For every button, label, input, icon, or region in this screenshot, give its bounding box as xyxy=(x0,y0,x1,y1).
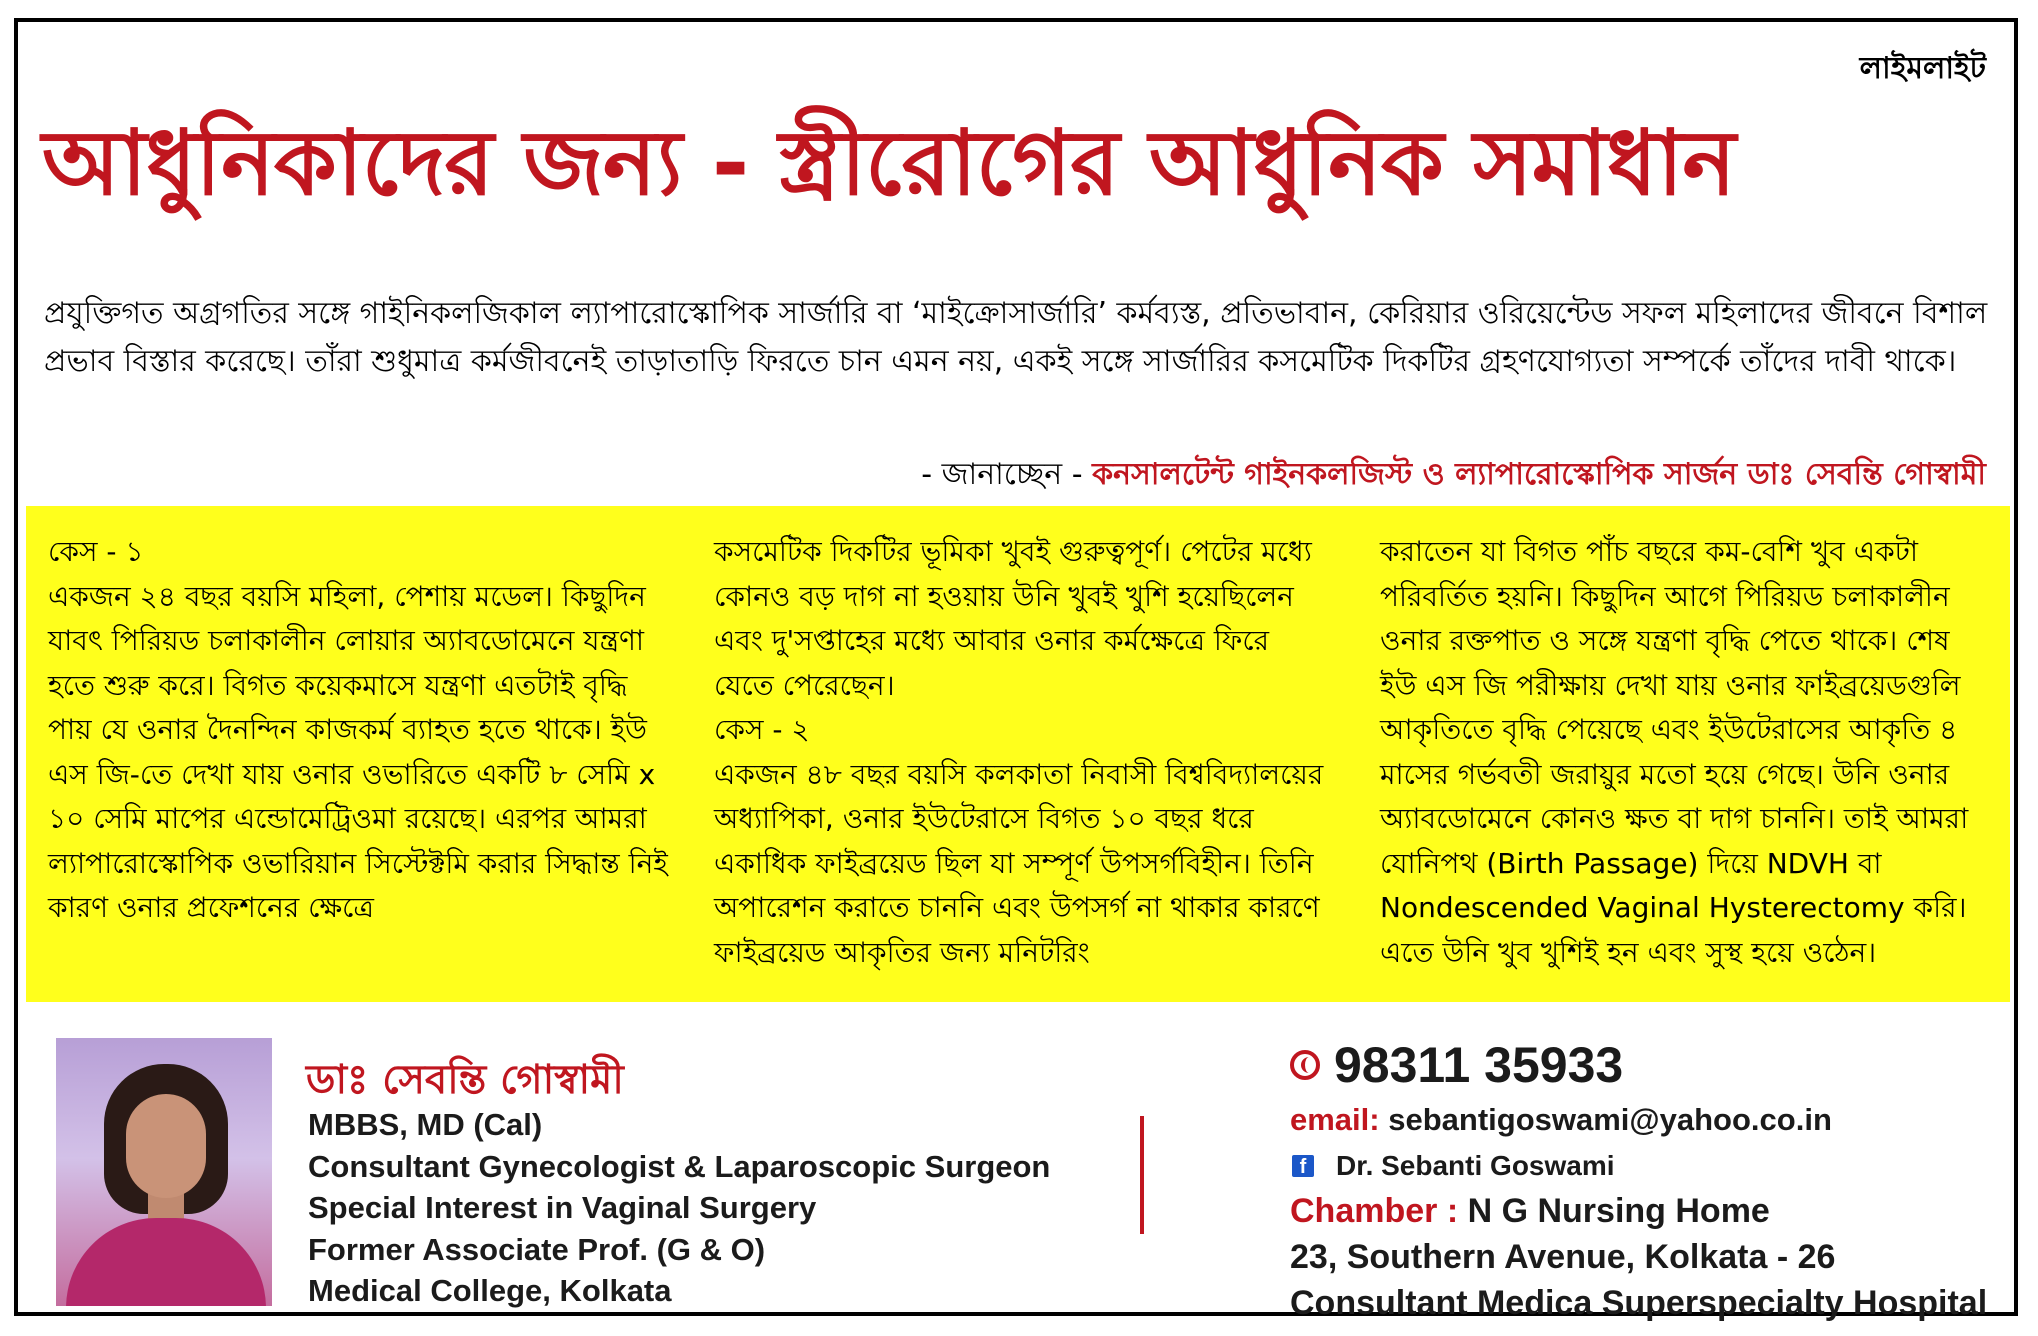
case-column-2 xyxy=(714,530,1334,975)
qualification-line: Special Interest in Vaginal Surgery xyxy=(308,1190,817,1225)
facebook-icon: f xyxy=(1292,1155,1314,1177)
doctor-name: ডাঃ সেবন্তি গোস্বামী xyxy=(306,1057,624,1103)
byline-credit: কনসালটেন্ট গাইনকলজিস্ট ও ল্যাপারোস্কোপিক সার্জন ডাঃ সেবন্তি গোস্বামী xyxy=(1092,457,1986,492)
phone-line xyxy=(1290,1034,2030,1096)
phone-icon xyxy=(1290,1050,1320,1080)
chamber-name: N G Nursing Home xyxy=(1467,1192,1770,1230)
case-2-continued-text: করাতেন যা বিগত পাঁচ বছরে কম-বেশি খুব একটা পরিবর্তিত হয়নি। কিছুদিন আগে পিরিয়ড চলাকালীন ওনার রক্তপাত ও সঙ্গে যন্ত্রণা বৃদ্ধি পেতে থাকে। শেষ ইউ এস জি পরীক্ষায় দেখা যায় ওনার ফাইব্রয়েডগুলি আকৃতিতে বৃদ্ধি পেয়েছে এবং ইউটেরাসের আকৃতি ৪ মাসের গর্ভবতী জরায়ুর মতো হয়ে গেছে। উনি ওনার অ্যাবডোমেনে কোনও ক্ষত বা দাগ চাননি। তাই আমরা যোনিপথ (Birth Passage) দিয়ে NDVH বা Nondescended Vaginal Hysterectomy করি। এতে উনি খুব খুশিই হন এবং সুস্থ হয়ে ওঠেন। xyxy=(1380,535,1969,969)
chamber-line xyxy=(1290,1188,2030,1234)
facebook-name[interactable]: Dr. Sebanti Goswami xyxy=(1336,1150,1615,1181)
email-line xyxy=(1290,1096,2030,1144)
email-label: email: xyxy=(1290,1102,1380,1137)
email-address[interactable]: sebantigoswami@yahoo.co.in xyxy=(1388,1102,1832,1137)
qualification-line: Former Associate Prof. (G & O) xyxy=(308,1231,766,1267)
intro-paragraph: প্রযুক্তিগত অগ্রগতির সঙ্গে গাইনিকলজিকাল ল্যাপারোস্কোপিক সার্জারি বা ‘মাইক্রোসার্জারি’ কর্মব্যস্ত, প্রতিভাবান, কেরিয়ার ওরিয়েন্টেড সফল মহিলাদের জীবনে বিশাল প্রভাব বিস্তার করেছে। তাঁরা শুধুমাত্র কর্মজীবনেই তাড়াতাড়ি ফিরতে চান এমন নয়, একই সঙ্গে সার্জারির কসমেটিক দিকটির গ্রহণযোগ্যতা সম্পর্কে তাঁদের দাবী থাকে। xyxy=(44,296,1988,379)
byline xyxy=(921,450,1986,501)
headline: আধুনিকাদের জন্য - স্ত্রীরোগের আধুনিক সমাধান xyxy=(42,111,1735,216)
chamber-label: Chamber : xyxy=(1290,1192,1459,1230)
byline-prefix: - জানাচ্ছেন - xyxy=(921,457,1083,492)
qualification-line: Consultant Gynecologist & Laparoscopic Surgeon xyxy=(308,1148,1051,1184)
section-tag: লাইমলাইট xyxy=(1859,51,1986,86)
qualification-line: Medical College, Kolkata xyxy=(308,1273,672,1308)
case-1-text: একজন ২৪ বছর বয়সি মহিলা, পেশায় মডেল। কিছুদিন যাবৎ পিরিয়ড চলাকালীন লোয়ার অ্যাবডোমেনে যন্ত্রণা হতে শুরু করে। বিগত কয়েকমাসে যন্ত্রণা এতটাই বৃদ্ধি পায় যে ওনার দৈনন্দিন কাজকর্ম ব্যাহত হতে থাকে। ইউ এস জি-তে দেখা যায় ওনার ওভারিতে একটি ৮ সেমি x ১০ সেমি মাপের এন্ডোমেট্রিওমা রয়েছে। এরপর আমরা ল্যাপারোস্কোপিক ওভারিয়ান সিস্টেক্টমি করার সিদ্ধান্ত নিই কারণ ওনার প্রফেশনের ক্ষেত্রে xyxy=(48,579,668,924)
doctor-qualifications xyxy=(308,1104,1050,1312)
address-line-2: Consultant Medica Superspecialty Hospital xyxy=(1290,1284,1988,1322)
qualification-line: MBBS, MD (Cal) xyxy=(308,1107,543,1142)
facebook-line xyxy=(1290,1144,2030,1188)
case-studies-box xyxy=(26,506,2010,1002)
case-1-heading: কেস - ১ xyxy=(48,535,144,568)
case-2-text: একজন ৪৮ বছর বয়সি কলকাতা নিবাসী বিশ্ববিদ্যালয়ের অধ্যাপিকা, ওনার ইউটেরাসে বিগত ১০ বছর ধরে একাধিক ফাইব্রয়েড ছিল যা সম্পূর্ণ উপসর্গবিহীন। তিনি অপারেশন করাতে চাননি এবং উপসর্গ না থাকার কারণে ফাইব্রয়েড আকৃতির জন্য মনিটরিং xyxy=(714,757,1324,969)
address-line-1: 23, Southern Avenue, Kolkata - 26 xyxy=(1290,1238,1836,1276)
case-column-3 xyxy=(1380,530,1994,975)
phone-number[interactable]: 98311 35933 xyxy=(1334,1037,1624,1093)
doctor-photo xyxy=(56,1038,272,1306)
case-1-continued-text: কসমেটিক দিকটির ভূমিকা খুবই গুরুত্বপূর্ণ। পেটের মধ্যে কোনও বড় দাগ না হওয়ায় উনি খুবই খুশি হয়েছিলেন এবং দু'সপ্তাহের মধ্যে আবার ওনার কর্মক্ষেত্রে ফিরে যেতে পেরেছেন। xyxy=(714,535,1312,702)
vertical-divider xyxy=(1140,1116,1144,1234)
advertisement-frame xyxy=(14,18,2018,1322)
contact-block xyxy=(1290,1034,2030,1326)
case-2-heading: কেস - ২ xyxy=(714,713,810,746)
case-column-1 xyxy=(48,530,668,931)
